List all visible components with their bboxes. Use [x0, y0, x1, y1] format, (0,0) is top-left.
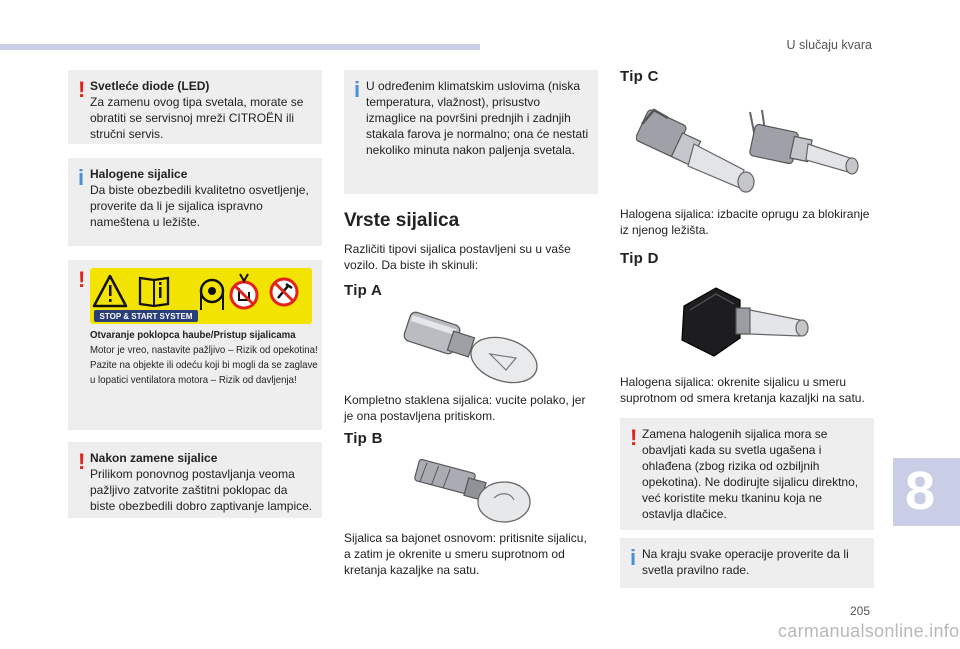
warning-exclamation-icon: !: [630, 425, 638, 450]
top-accent-bar: [0, 44, 480, 50]
led-warning-box: [68, 70, 322, 144]
final-check-info-box: [620, 538, 874, 588]
halogen-warning-box: [620, 418, 874, 530]
halogen-info-box: [68, 158, 322, 246]
condensation-info-box: [344, 70, 598, 194]
final-check-text: Na kraju svake operacije proverite da li svetla pravilno rade.: [642, 547, 849, 577]
after-title: Nakon zamene sijalice: [90, 451, 218, 465]
after-body: Prilikom ponovnog postavljanja veoma pažljivo zatvorite zaštitni poklopac da biste obezbedili dobro zaptivanje lampice.: [90, 467, 313, 513]
tip-b-title: Tip B: [344, 430, 383, 447]
tip-c-text: Halogena sijalica: izbacite oprugu za blokiranje iz njenog ležišta.: [620, 207, 870, 237]
condensation-text: U određenim klimatskim uslovima (niska temperatura, vlažnost), prisustvo izmaglice na površini prednjih i zadnjih stakala farova je normalno; ona će nestati nekoliko minuta nakon paljenja svetala.: [366, 79, 589, 157]
after-replacement-box: [68, 442, 322, 518]
tip-a-bulb-illustration: [398, 308, 543, 386]
hood-body: Motor je vreo, nastavite pažljivo – Rizik od opekotina! Pazite na objekte ili odeću koji bi mogli da se zaglave u lopatici ventilatora motora – Rizik od davljenja!: [90, 344, 318, 386]
tip-c-title: Tip C: [620, 68, 659, 85]
stop-start-badge: STOP & START SYSTEM: [99, 312, 193, 321]
halogen-warning-text: Zamena halogenih sijalica mora se obavljati kada su svetla ugašena i ohlađena (zbog rizika od ozbiljnih opekotina). Ne dodirujte sijalicu direktno, već koristite meku tkaninu koja ne ostavlja dlačice.: [642, 427, 859, 521]
chapter-side-tab: [893, 458, 960, 526]
watermark: carmanualsonline.info: [778, 621, 960, 641]
tip-d-title: Tip D: [620, 250, 659, 267]
warning-exclamation-icon: !: [78, 77, 86, 102]
tip-a-title: Tip A: [344, 282, 383, 299]
hood-warning-box: [68, 260, 322, 430]
tip-d-text: Halogena sijalica: okrenite sijalicu u smeru suprotnom od smera kretanja kazaljki na satu.: [620, 375, 865, 405]
section-intro: Različiti tipovi sijalica postavljeni su u vaše vozilo. Da biste ih skinuli:: [344, 242, 571, 272]
info-i-icon: i: [354, 77, 361, 102]
tip-b-bulb-illustration: [406, 458, 538, 528]
warning-exclamation-icon: !: [78, 267, 86, 292]
chapter-number: 8: [905, 461, 936, 521]
hood-title: Otvaranje poklopca haube/Pristup sijalicama: [90, 329, 296, 341]
halogen-body: Da biste obezbedili kvalitetno osvetljenje, proverite da li je sijalica ispravno nameštena u ležište.: [90, 183, 309, 229]
tip-c-bulb-illustration: [636, 104, 862, 200]
chapter-title: U slučaju kvara: [786, 38, 872, 52]
led-body: Za zamenu ovog tipa svetala, morate se obratiti se servisnoj mreži CITROËN ili stručni servis.: [90, 95, 304, 141]
page-number: 205: [850, 604, 871, 618]
info-i-icon: i: [630, 545, 637, 570]
info-i-icon: i: [78, 165, 85, 190]
tip-d-bulb-illustration: [674, 282, 824, 364]
tip-b-text: Sijalica sa bajonet osnovom: pritisnite sijalicu, a zatim je okrenite u smeru suprotnom od kretanja kazaljke na satu.: [344, 531, 587, 577]
no-tool-icon: [271, 279, 297, 305]
tip-a-text: Kompletno staklena sijalica: vucite polako, jer je ona postavljena pritiskom.: [344, 393, 586, 423]
warning-exclamation-icon: !: [78, 449, 86, 474]
halogen-title: Halogene sijalice: [90, 167, 188, 181]
led-title: Svetleće diode (LED): [90, 79, 210, 93]
section-title: Vrste sijalica: [344, 210, 460, 231]
